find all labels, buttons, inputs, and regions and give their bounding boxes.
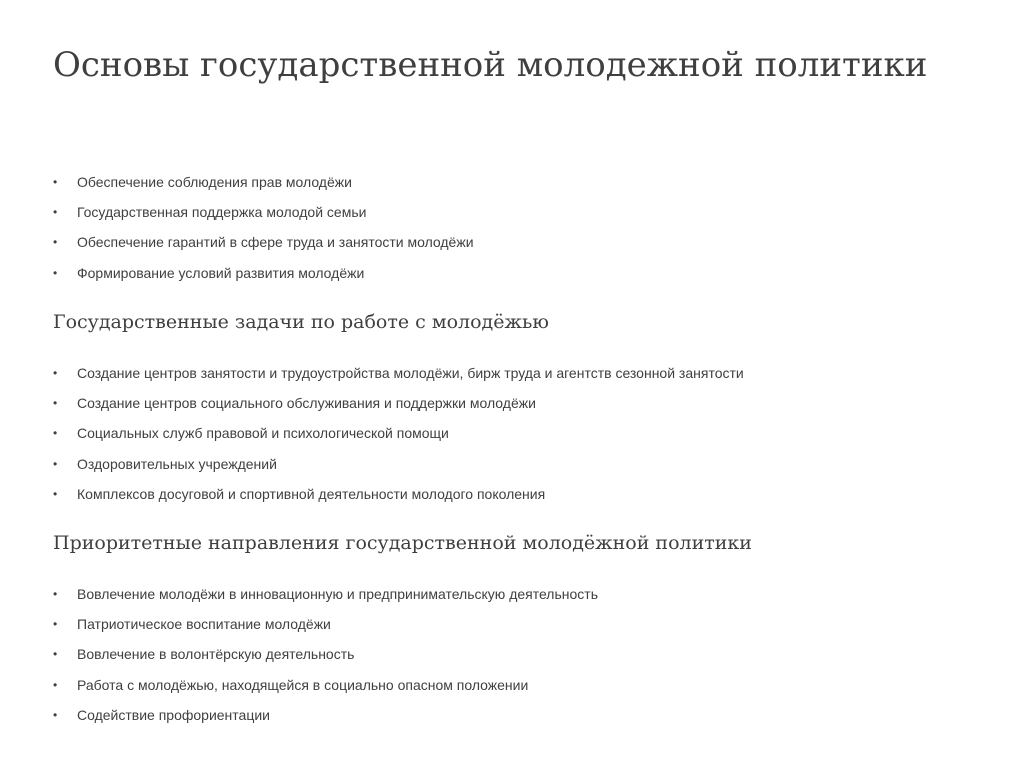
list-item-text: Создание центров занятости и трудоустройства молодёжи, бирж труда и агентств сезонной занятости	[77, 365, 744, 381]
list-item-text: Патриотическое воспитание молодёжи	[77, 616, 331, 633]
bullet-icon: •	[53, 677, 58, 692]
bullet-icon: •	[53, 426, 58, 441]
list-item-text: Содействие профориентации	[77, 706, 270, 723]
list-item-text: Государственная поддержка молодой семьи	[77, 204, 367, 221]
list-item-text: Вовлечение в волонтёрскую деятельность	[77, 646, 355, 663]
list-item-text: Оздоровительных учреждений	[77, 455, 277, 472]
list-item-text: Формирование условий развития молодёжи	[77, 264, 365, 281]
bullet-icon: •	[53, 587, 58, 601]
list-item-text: Создание центров социального обслуживания и поддержки молодёжи	[77, 395, 536, 412]
bullet-icon: •	[53, 366, 58, 380]
bullet-icon: •	[53, 486, 58, 501]
bullet-icon: •	[53, 265, 58, 280]
page-title: Основы государственной молодежной политики	[53, 45, 928, 85]
list-item-text: Комплексов досуговой и спортивной деятельности молодого поколения	[77, 485, 546, 502]
bullet-icon: •	[53, 647, 58, 662]
list-item-text: Обеспечение гарантий в сфере труда и занятости молодёжи	[77, 234, 474, 251]
list-item-text: Социальных служб правовой и психологической помощи	[77, 425, 449, 442]
section-heading-state-tasks: Государственные задачи по работе с молодёжью	[53, 311, 549, 333]
bullet-icon: •	[53, 175, 58, 189]
list-item-text: Обеспечение соблюдения прав молодёжи	[77, 174, 352, 190]
bullet-icon: •	[53, 707, 58, 722]
bullet-icon: •	[53, 205, 58, 220]
bullet-icon: •	[53, 235, 58, 250]
list-item-text: Вовлечение молодёжи в инновационную и предпринимательскую деятельность	[77, 586, 598, 602]
bullet-icon: •	[53, 396, 58, 411]
bullet-icon: •	[53, 456, 58, 471]
bullet-icon: •	[53, 617, 58, 632]
section-heading-priorities: Приоритетные направления государственной молодёжной политики	[53, 532, 752, 554]
list-item-text: Работа с молодёжью, находящейся в социально опасном положении	[77, 676, 529, 693]
